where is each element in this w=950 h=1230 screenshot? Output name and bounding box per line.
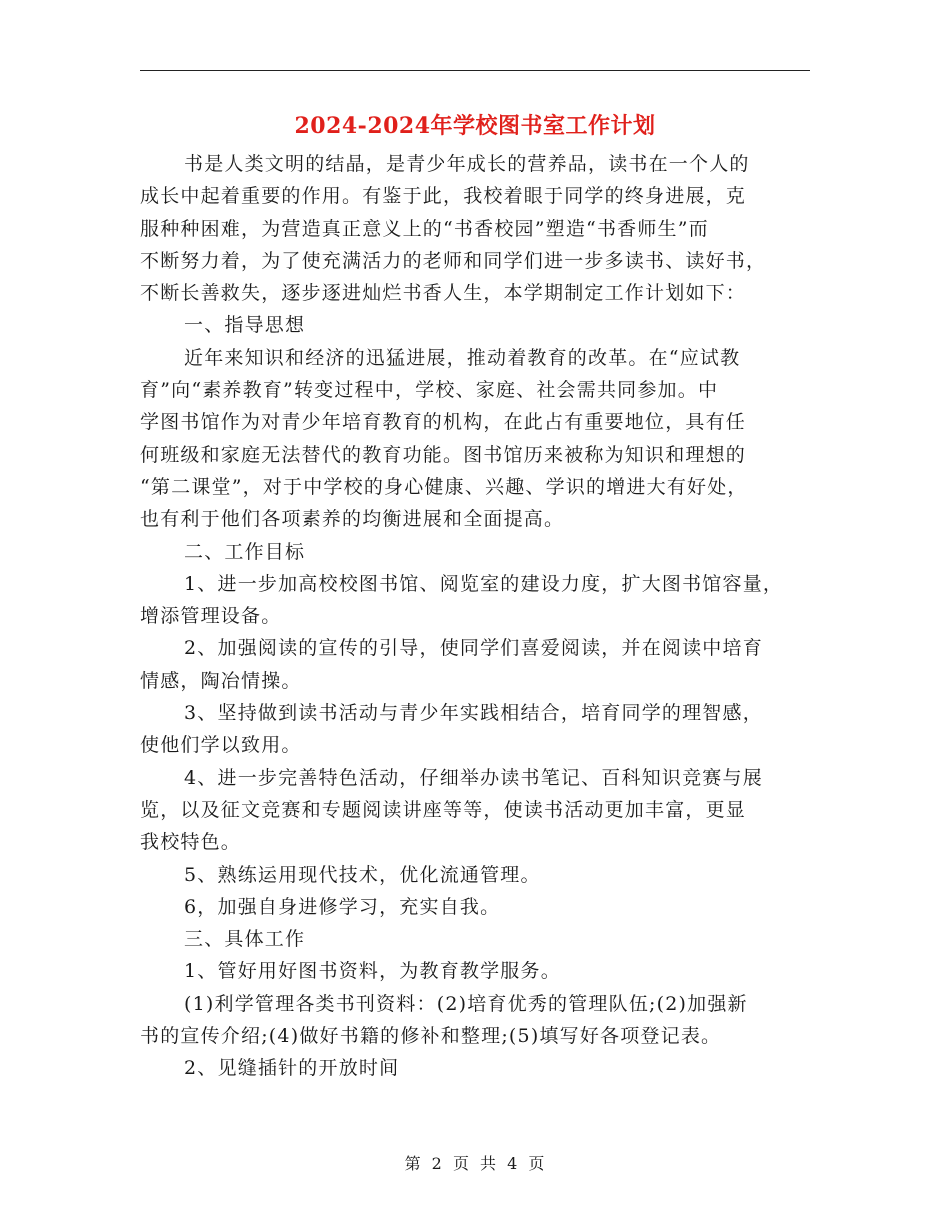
page-footer: 第 2 页 共 4 页 bbox=[404, 1154, 546, 1173]
body-line: 近年来知识和经济的迅猛进展，推动着教育的改革。在“应试教 bbox=[184, 346, 741, 369]
header-rule bbox=[140, 70, 810, 71]
body-line: 2、见缝插针的开放时间 bbox=[184, 1057, 400, 1080]
body-line: 不断努力着，为了使充满活力的老师和同学们进一步多读书、读好书， bbox=[140, 249, 767, 272]
body-line: “第二课堂”，对于中学校的身心健康、兴趣、学识的增进大有好处， bbox=[140, 475, 748, 498]
body-line: 不断长善救失，逐步逐进灿烂书香人生，本学期制定工作计划如下： bbox=[140, 282, 747, 305]
body-line: 6，加强自身进修学习，充实自我。 bbox=[184, 895, 501, 918]
body-line: 书是人类文明的结晶，是青少年成长的营养品，读书在一个人的 bbox=[184, 153, 750, 175]
body-line: 1、进一步加高校校图书馆、阅览室的建设力度，扩大图书馆容量， bbox=[184, 572, 784, 595]
body-line: 使他们学以致用。 bbox=[140, 734, 302, 757]
body-line: 2、加强阅读的宣传的引导，使同学们喜爱阅读，并在阅读中培育 bbox=[184, 637, 763, 660]
body-line: 三、具体工作 bbox=[184, 928, 306, 951]
body-line: 情感，陶冶情操。 bbox=[140, 669, 302, 692]
body-line: 3、坚持做到读书活动与青少年实践相结合，培育同学的理智感， bbox=[184, 702, 763, 725]
body-line: 育”向“素养教育”转变过程中，学校、家庭、社会需共同参加。中 bbox=[140, 379, 719, 402]
body-line: 服种种困难，为营造真正意义上的“书香校园”塑造“书香师生”而 bbox=[140, 217, 709, 240]
body-line: 4、进一步完善特色活动，仔细举办读书笔记、百科知识竞赛与展 bbox=[184, 766, 763, 789]
body-line: 览，以及征文竞赛和专题阅读讲座等等，使读书活动更加丰富，更显 bbox=[140, 798, 747, 821]
body-line: 一、指导思想 bbox=[184, 314, 306, 337]
body-line: 5、熟练运用现代技术，优化流通管理。 bbox=[184, 863, 541, 886]
document-title: 2024-2024年学校图书室工作计划 bbox=[294, 113, 656, 139]
body-line: 我校特色。 bbox=[140, 831, 242, 854]
body-line: 也有利于他们各项素养的均衡进展和全面提高。 bbox=[140, 508, 565, 531]
document-body bbox=[140, 148, 820, 1085]
body-line: 学图书馆作为对青少年培育教育的机构，在此占有重要地位，具有任 bbox=[140, 411, 747, 434]
body-line: 成长中起着重要的作用。有鉴于此，我校着眼于同学的终身进展，克 bbox=[140, 185, 747, 208]
body-line: 1、管好用好图书资料，为教育教学服务。 bbox=[184, 960, 561, 983]
body-line: 二、工作目标 bbox=[184, 540, 306, 563]
body-line: (1)利学管理各类书刊资料：(2)培育优秀的管理队伍;(2)加强新 bbox=[184, 992, 748, 1015]
body-line: 增添管理设备。 bbox=[140, 605, 282, 628]
body-line: 书的宣传介绍;(4)做好书籍的修补和整理;(5)填写好各项登记表。 bbox=[140, 1025, 722, 1048]
body-line: 何班级和家庭无法替代的教育功能。图书馆历来被称为知识和理想的 bbox=[140, 443, 747, 466]
